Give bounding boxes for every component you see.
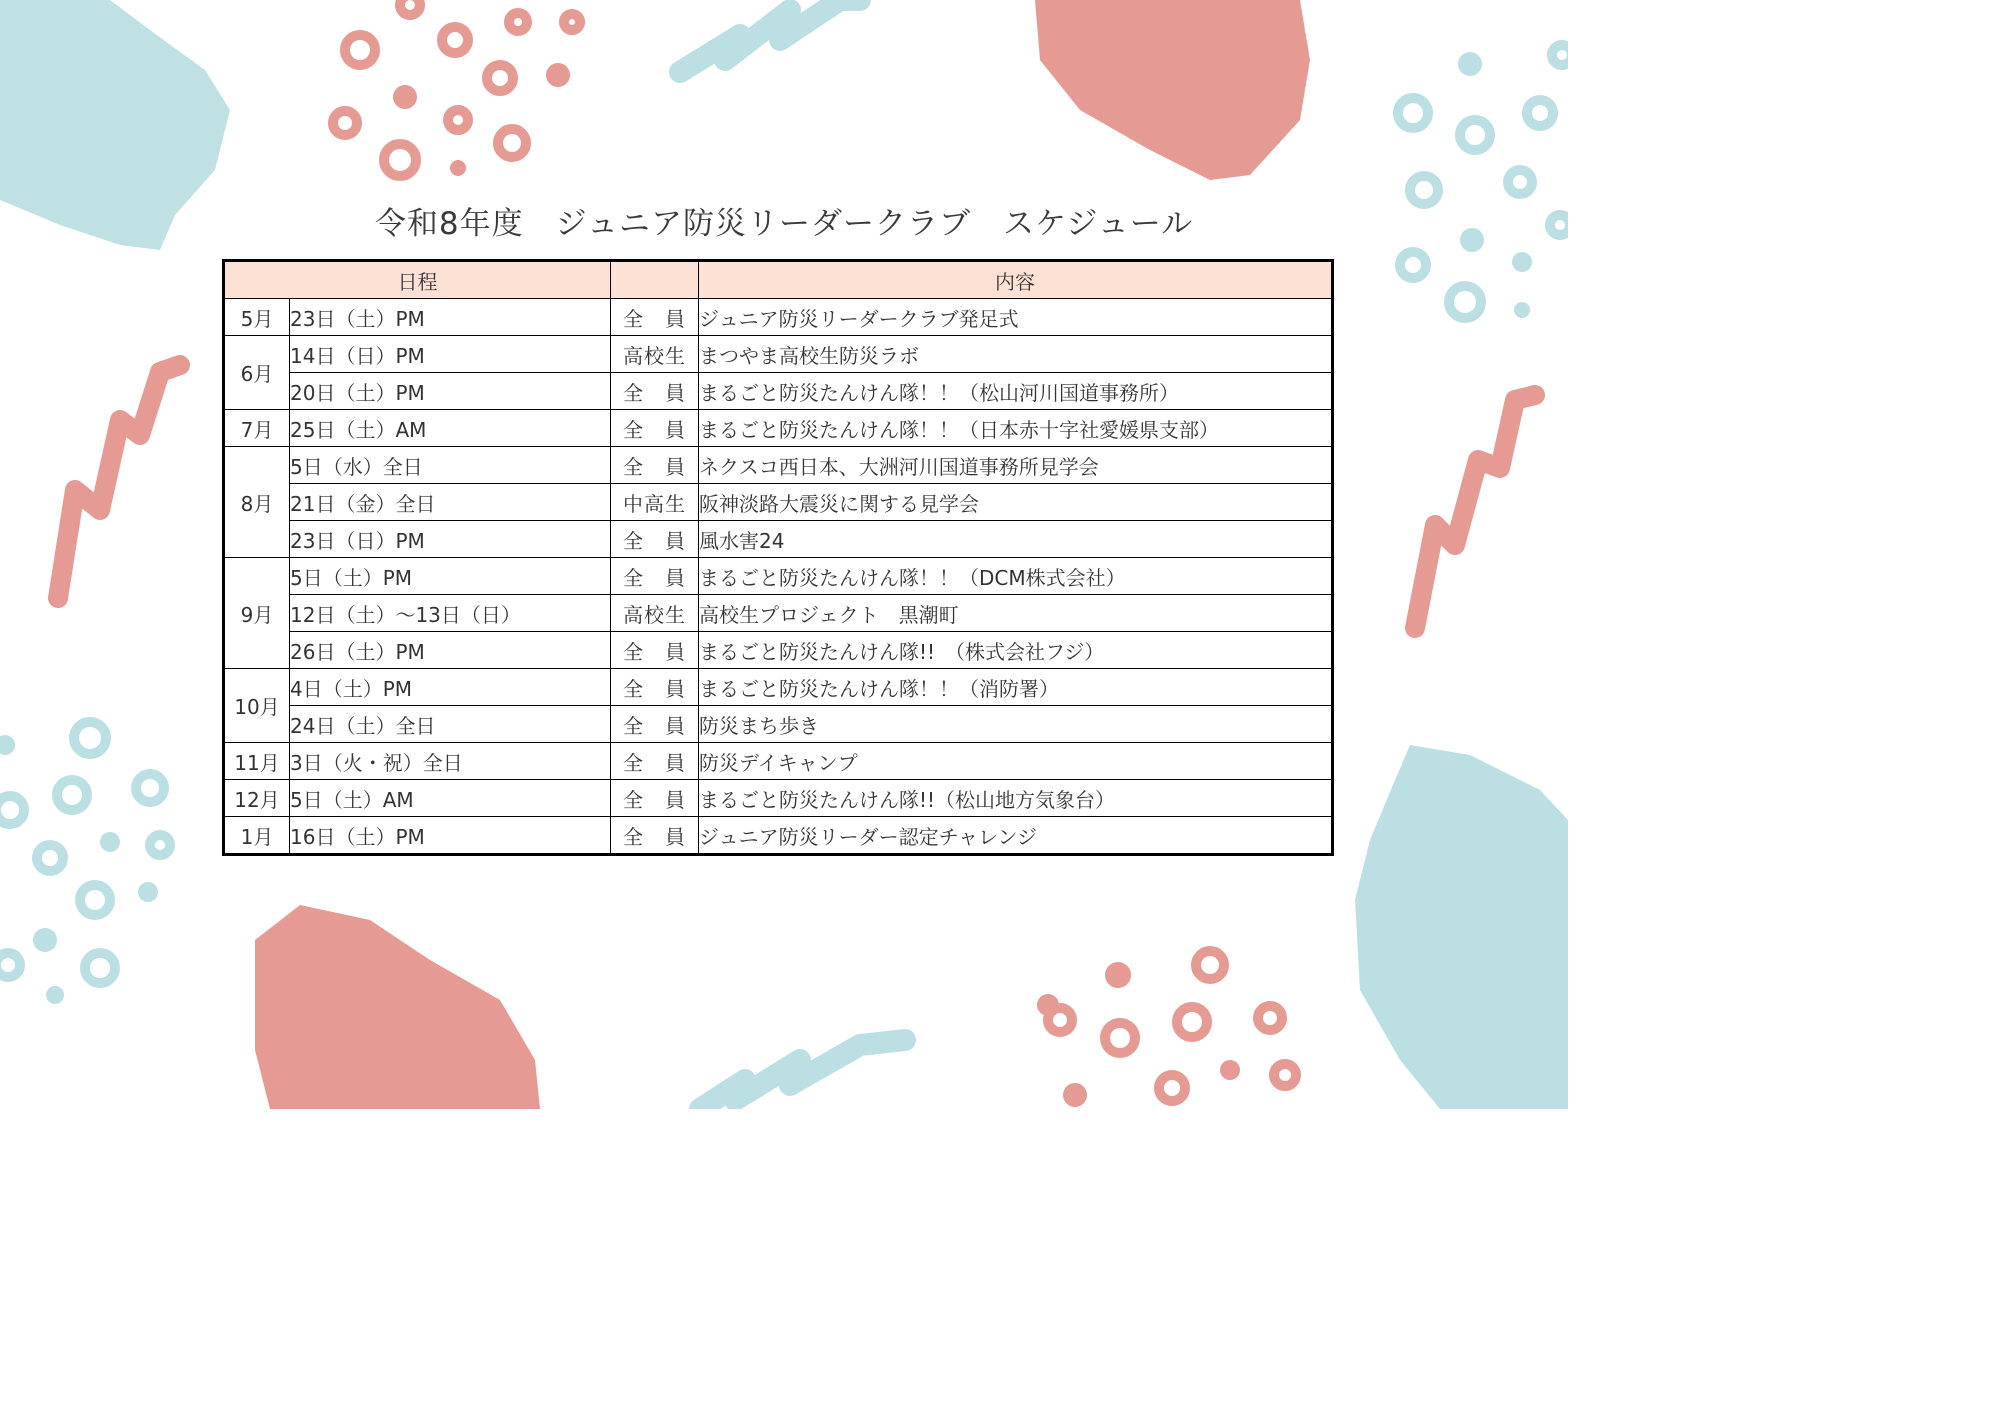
date-cell: 3日（火・祝）全日 — [290, 743, 611, 780]
date-cell: 5日（土）PM — [290, 558, 611, 595]
table-row — [224, 780, 1333, 817]
content-cell: まるごと防災たんけん隊！！（日本赤十字社愛媛県支部） — [699, 410, 1333, 447]
content-cell: 高校生プロジェクト 黒潮町 — [699, 595, 1333, 632]
table-row — [224, 632, 1333, 669]
group-cell: 全 員 — [611, 780, 699, 817]
date-cell: 23日（日）PM — [290, 521, 611, 558]
content-cell: まるごと防災たんけん隊！！（消防署） — [699, 669, 1333, 706]
table-row — [224, 373, 1333, 410]
table-row — [224, 817, 1333, 855]
group-cell: 全 員 — [611, 669, 699, 706]
table-row — [224, 484, 1333, 521]
table-row — [224, 595, 1333, 632]
pink-brush-stroke-bottom-left — [255, 905, 540, 1109]
month-cell: 1月 — [224, 817, 290, 855]
month-cell: 9月 — [224, 558, 290, 669]
schedule-table — [222, 259, 1334, 856]
date-cell: 16日（土）PM — [290, 817, 611, 855]
month-cell: 11月 — [224, 743, 290, 780]
table-row — [224, 521, 1333, 558]
header-content: 内容 — [699, 261, 1333, 299]
date-cell: 23日（土）PM — [290, 299, 611, 336]
content-cell: まるごと防災たんけん隊！！（DCM株式会社） — [699, 558, 1333, 595]
date-cell: 25日（土）AM — [290, 410, 611, 447]
date-cell: 24日（土）全日 — [290, 706, 611, 743]
date-cell: 26日（土）PM — [290, 632, 611, 669]
month-cell: 8月 — [224, 447, 290, 558]
table-row — [224, 669, 1333, 706]
table-row — [224, 336, 1333, 373]
group-cell: 全 員 — [611, 817, 699, 855]
group-cell: 全 員 — [611, 373, 699, 410]
content-cell: まるごと防災たんけん隊!!（松山地方気象台） — [699, 780, 1333, 817]
content-cell: ジュニア防災リーダー認定チャレンジ — [699, 817, 1333, 855]
group-cell: 中高生 — [611, 484, 699, 521]
blue-dots-left — [0, 722, 170, 983]
month-cell: 7月 — [224, 410, 290, 447]
date-cell: 4日（土）PM — [290, 669, 611, 706]
date-cell: 21日（金）全日 — [290, 484, 611, 521]
pink-brush-stroke-top-right — [1035, 0, 1310, 180]
group-cell: 全 員 — [611, 410, 699, 447]
content-cell: ジュニア防災リーダークラブ発足式 — [699, 299, 1333, 336]
table-header-row — [224, 261, 1333, 299]
group-cell: 全 員 — [611, 706, 699, 743]
blue-dots-right — [1398, 45, 1568, 318]
date-cell: 14日（日）PM — [290, 336, 611, 373]
month-cell: 12月 — [224, 780, 290, 817]
table-row — [224, 743, 1333, 780]
group-cell: 全 員 — [611, 299, 699, 336]
content-cell: 防災まち歩き — [699, 706, 1333, 743]
blue-brush-stroke-bottom-right — [1355, 745, 1568, 1109]
table-row — [224, 299, 1333, 336]
group-cell: 全 員 — [611, 743, 699, 780]
page-title: 令和8年度 ジュニア防災リーダークラブ スケジュール — [374, 206, 1194, 242]
content-cell: まるごと防災たんけん隊!! （株式会社フジ） — [699, 632, 1333, 669]
group-cell: 全 員 — [611, 558, 699, 595]
blue-zigzag-bottom — [700, 1040, 905, 1109]
header-schedule: 日程 — [224, 261, 611, 299]
pink-zigzag-right — [1415, 395, 1535, 628]
content-cell: 阪神淡路大震災に関する見学会 — [699, 484, 1333, 521]
content-cell: 防災デイキャンプ — [699, 743, 1333, 780]
date-cell: 20日（土）PM — [290, 373, 611, 410]
header-group — [611, 261, 699, 299]
pink-dots-bottom-right — [1048, 951, 1296, 1101]
pink-dots-top — [333, 0, 580, 176]
group-cell: 全 員 — [611, 521, 699, 558]
month-cell: 5月 — [224, 299, 290, 336]
month-cell: 10月 — [224, 669, 290, 743]
content-cell: ネクスコ西日本、大洲河川国道事務所見学会 — [699, 447, 1333, 484]
group-cell: 高校生 — [611, 595, 699, 632]
group-cell: 全 員 — [611, 632, 699, 669]
group-cell: 高校生 — [611, 336, 699, 373]
date-cell: 5日（水）全日 — [290, 447, 611, 484]
month-cell: 6月 — [224, 336, 290, 410]
pink-zigzag-left — [58, 365, 180, 598]
content-cell: 風水害24 — [699, 521, 1333, 558]
table-row — [224, 706, 1333, 743]
blue-dots-right-solid — [1458, 52, 1532, 318]
blue-zigzag-top — [680, 0, 860, 72]
content-cell: まるごと防災たんけん隊！！（松山河川国道事務所） — [699, 373, 1333, 410]
table-row — [224, 410, 1333, 447]
date-cell: 5日（土）AM — [290, 780, 611, 817]
date-cell: 12日（土）～13日（日） — [290, 595, 611, 632]
table-row — [224, 447, 1333, 484]
content-cell: まつやま高校生防災ラボ — [699, 336, 1333, 373]
group-cell: 全 員 — [611, 447, 699, 484]
table-row — [224, 558, 1333, 595]
